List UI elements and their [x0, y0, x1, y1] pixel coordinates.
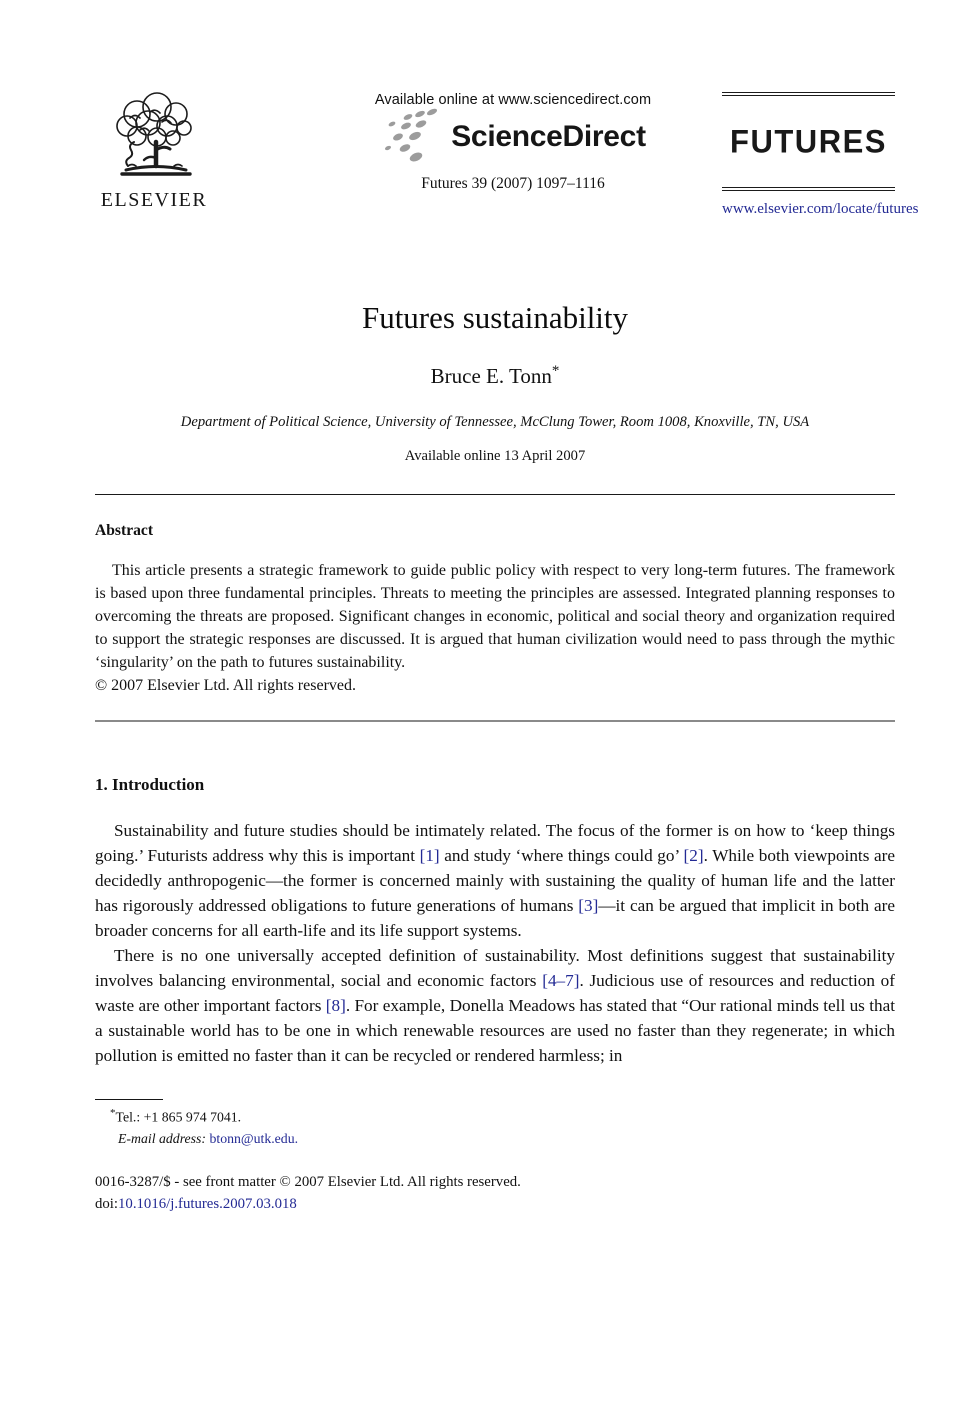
- elsevier-tree-icon: [104, 92, 204, 188]
- bottom-matter: [95, 1174, 895, 1213]
- journal-homepage-link[interactable]: www.elsevier.com/locate/futures: [722, 201, 919, 217]
- available-online-date: Available online 13 April 2007: [404, 448, 586, 464]
- journal-logo-text: FUTURES: [730, 122, 887, 161]
- paragraph-text: and study ‘where things could go’: [439, 846, 684, 865]
- paragraph-text: . Judicious use of resources and reduction of waste are other important factors: [95, 971, 895, 1015]
- front-matter-line: 0016-3287/$ - see front matter © 2007 Elsevier Ltd. All rights reserved.: [95, 1173, 521, 1190]
- author-name: [95, 363, 895, 389]
- email-link[interactable]: btonn@utk.edu.: [209, 1130, 299, 1146]
- abstract-copyright: © 2007 Elsevier Ltd. All rights reserved.: [95, 677, 356, 694]
- footnote-block: [95, 1099, 895, 1147]
- footnote-tel: [95, 1107, 895, 1126]
- sciencedirect-dots-icon: [380, 107, 444, 163]
- elsevier-logo-text: ELSEVIER: [100, 189, 208, 211]
- elsevier-logo: [93, 92, 215, 212]
- available-online-text: Available online at www.sciencedirect.com: [374, 92, 652, 108]
- sciencedirect-logo: [313, 111, 713, 163]
- paragraph-text: . For example, Donella Meadows has stated that “Our rational minds tell us that a sustainable world has to be one in which renewable resources are used no faster than they regenerate; in which pollution is emitted no faster than it can be recycled or rendered harmless; in: [95, 996, 895, 1065]
- doi-line: [95, 1196, 895, 1213]
- journal-citation: Futures 39 (2007) 1097–1116: [421, 175, 605, 192]
- paragraph-text: . While both viewpoints are decidedly anthropogenic—the former is concerned mainly with sustaining the quality of human life and the latter has rigorously addressed obligations to future generations of humans: [95, 846, 895, 915]
- sciencedirect-logo-text: ScienceDirect: [451, 120, 646, 153]
- citation-link[interactable]: [8]: [325, 996, 346, 1015]
- citation-link[interactable]: [3]: [578, 896, 599, 915]
- author-footnote-mark: *: [551, 363, 560, 379]
- divider-above-abstract: [95, 494, 895, 495]
- journal-logo-block: [722, 92, 919, 218]
- author-name-text: Bruce E. Tonn: [430, 364, 552, 388]
- email-label: E-mail address:: [118, 1130, 207, 1146]
- header-center: [313, 92, 713, 193]
- citation-link[interactable]: [1]: [419, 846, 440, 865]
- divider-below-abstract: [95, 720, 895, 722]
- section-heading-introduction: 1. Introduction: [95, 775, 205, 794]
- footnote-mark: *: [110, 1107, 116, 1119]
- footnote-rule: [95, 1099, 163, 1100]
- doi-label: doi:: [95, 1195, 119, 1212]
- intro-paragraph-2: [95, 943, 895, 1068]
- paragraph-text: —it can be argued that implicit in both are broader concerns for all earth-life and its life support systems.: [95, 896, 895, 940]
- abstract-heading: Abstract: [95, 522, 154, 539]
- footnote-tel-text: Tel.: +1 865 974 7041.: [115, 1109, 242, 1125]
- article-title: Futures sustainability: [361, 300, 629, 335]
- citation-link[interactable]: [2]: [683, 846, 704, 865]
- page-header: [95, 92, 919, 244]
- citation-link[interactable]: [4–7]: [542, 971, 580, 990]
- paragraph-text: Sustainability and future studies should be intimately related. The focus of the former is on how to ‘keep things going.’ Futurists address why this is important: [95, 821, 895, 865]
- doi-link[interactable]: 10.1016/j.futures.2007.03.018: [118, 1195, 297, 1212]
- paragraph-text: There is no one universally accepted definition of sustainability. Most definitions suggest that sustainability involves balancing environmental, social and economic factors: [95, 946, 895, 990]
- intro-paragraph-1: [95, 818, 895, 943]
- abstract-text: This article presents a strategic framework to guide public policy with respect to very long-term futures. The framework is based upon three fundamental principles. Threats to meeting the principles are assessed. Integrated planning responses to overcoming the threats are proposed. Significant changes in economic, political and social theory and organization required to support the strategic responses are discussed. It is argued that human civilization would need to pass through the mythic ‘singularity’ on the path to futures sustainability.: [95, 562, 895, 671]
- footnote-email: [95, 1131, 895, 1147]
- author-affiliation: Department of Political Science, University of Tennessee, McClung Tower, Room 1008, Knoxville, TN, USA: [180, 414, 810, 430]
